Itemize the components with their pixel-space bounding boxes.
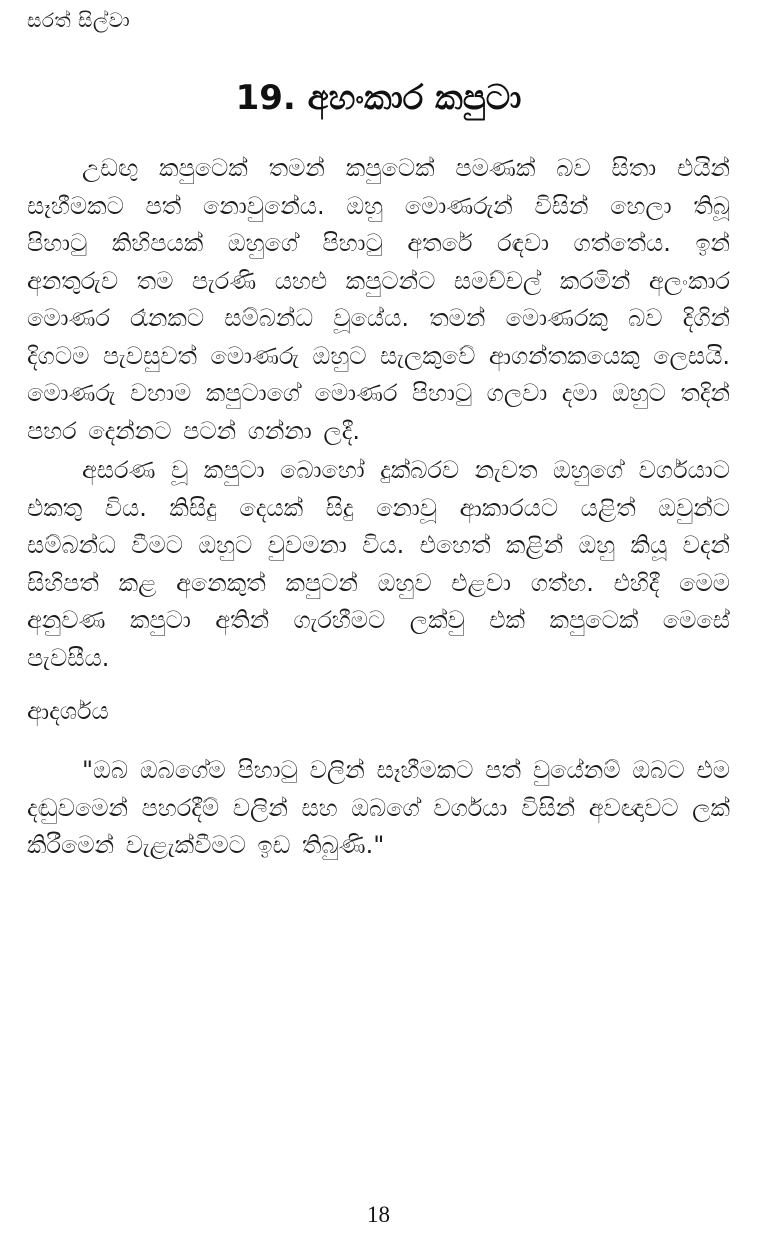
page-number: 18 [367, 1202, 390, 1227]
chapter-title: 19. අහංකාර කපුටා [235, 78, 522, 118]
running-header-author: සරත් සිල්වා [27, 8, 131, 32]
moral-quote-paragraph: "ඔබ ඔබගේම පිහාටු වලින් සෑහීමකට පත් වුයේනම් ඔබට එම දඬුවමෙන් පහරදීම් වලින් සහ ඔබගේ වර්ගයා විසින් අවඥාවට ලක් කිරීමෙන් වැළැක්වීමට ඉඩ තිබුණි." [27, 756, 730, 859]
story-paragraph-1: උඩඟු කපුටෙක් තමන් කපුටෙක් පමණක් බව සිතා එයින් සෑහීමකට පත් නොවුනේය. ඔහු මොණරුන් විසින් හෙලා තිබූ පිහාටු කිහිපයක් ඔහුගේ පිහාටු අතරේ රඳවා ගත්තේය. ඉන් අනතුරුව තම පැරණි යහළු කපුටන්ට සමච්චල් කරමින් අලංකාර මොණර රෑනකට සම්බන්ධ වූයේය. තමන් මොණරකු බව දිගින් දිගටම පැවසුවත් මොණරු ඔහුට සැලකුවේ ආගන්තකයෙකු ලෙසයි. මොණරු වහාම කපුටාගේ මොණර පිහාටු ගලවා දමා ඔහුට තදින් පහර දෙන්නට පටන් ගන්නා ලදී. [27, 154, 730, 445]
moral-section-heading: ආදර්ශය [27, 697, 109, 725]
story-paragraph-2: අසරණ වූ කපුටා බොහෝ දුක්බරව නැවත ඔහුගේ වර්ගයාට එකතු විය. කිසිදු දෙයක් සිදු නොවූ ආකාරයට යළිත් ඔවුන්ට සම්බන්ධ වීමට ඔහුට වුවමනා විය. එහෙත් කළින් ඔහු කියූ වදන් සිහිපත් කළ අනෙකුත් කපුටන් ඔහුව එළවා ගත්හ. එහිදී මෙම අනුවණ කපුටා අතින් ගැරහීමට ලක්වු එක් කපුටෙක් මෙසේ පැවසීය. [27, 456, 730, 672]
